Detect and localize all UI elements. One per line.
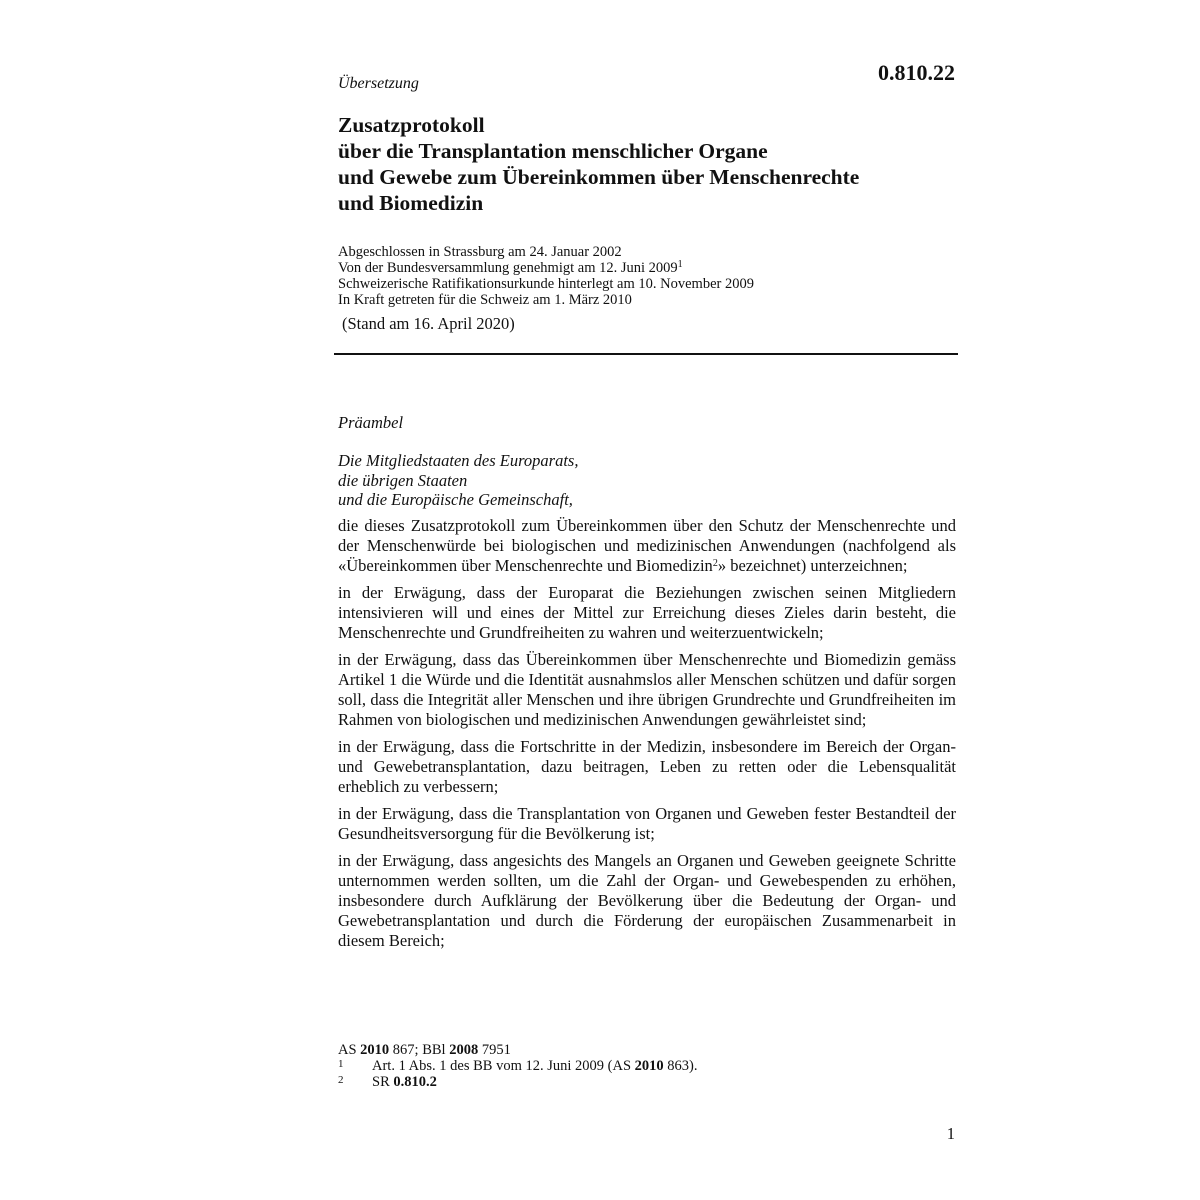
status-date: (Stand am 16. April 2020) xyxy=(342,314,515,333)
paragraph-text: die dieses Zusatzprotokoll zum Übereinkommen über den Schutz der Menschenrechte und der Menschenwürde bei biologischen und medizinischen Anwendungen (nachfolgend als «Übereinkommen über Menschenrechte und Biomedizin xyxy=(338,516,956,575)
preamble-paragraph: in der Erwägung, dass angesichts des Mangels an Organen und Geweben geeignete Schritte unternommen werden sollten, um die Zahl der Organ- und Gewebespenden zu erhöhen, insbesondere durch Aufklärung der Bevölkerung über die Bedeutung der Organ- und Gewebetransplantation und durch die Förderung der europäischen Zusammenarbeit in diesem Bereich; xyxy=(338,851,956,950)
dates-block xyxy=(338,244,958,308)
title-line: und Gewebe zum Übereinkommen über Menschenrechte xyxy=(338,165,860,189)
footnote-number: 2 xyxy=(338,1074,344,1086)
footnote-1: 1 Art. 1 Abs. 1 des BB vom 12. Juni 2009 (AS 2010 863). xyxy=(338,1058,698,1074)
sr-number: 0.810.22 xyxy=(878,60,955,85)
footnote-ref-2[interactable]: 2 xyxy=(712,558,718,569)
preamble-heading: Präambel xyxy=(338,413,404,432)
approval-date-line xyxy=(338,260,958,276)
footnote-ref-1[interactable]: 1 xyxy=(677,259,683,270)
sr-link[interactable]: 0.810.2 xyxy=(393,1074,437,1090)
party-line: und die Europäische Gemeinschaft, xyxy=(338,490,573,509)
approval-date: Von der Bundesversammlung genehmigt am 12. Juni 2009 xyxy=(338,260,678,276)
party-line: die übrigen Staaten xyxy=(338,470,468,490)
preamble-body xyxy=(338,516,956,958)
preamble-paragraph: in der Erwägung, dass die Fortschritte in der Medizin, insbesondere im Bereich der Organ- und Gewebetransplantation, dazu beitragen, Leben zu retten oder die Lebensqualität erheblich zu verbessern; xyxy=(338,737,956,796)
parties-list xyxy=(338,451,958,510)
footnote-number: 1 xyxy=(338,1058,344,1070)
concluded-date: Abgeschlossen in Strassburg am 24. Januar 2002 xyxy=(338,244,622,260)
paragraph-text: » bezeichnet) unterzeichnen; xyxy=(717,556,908,575)
in-force-date: In Kraft getreten für die Schweiz am 1. März 2010 xyxy=(338,292,632,308)
page-number: 1 xyxy=(946,1124,955,1143)
party-line: Die Mitgliedstaaten des Europarats, xyxy=(338,451,579,470)
preamble-paragraph: in der Erwägung, dass der Europarat die Beziehungen zwischen seinen Mitgliedern intensivieren will und eines der Mittel zur Erreichung dieses Zieles darin besteht, die Menschenrechte und Grundfreiheiten zu wahren und weiterzuentwickeln; xyxy=(338,583,956,642)
translation-note: Übersetzung xyxy=(338,75,419,92)
title-line: über die Transplantation menschlicher Organe xyxy=(338,139,768,163)
footnote-2: 2 SR 0.810.2 xyxy=(338,1074,437,1090)
preamble-paragraph: in der Erwägung, dass das Übereinkommen über Menschenrechte und Biomedizin gemäss Artikel 1 die Würde und die Identität ausnahmslos aller Menschen schützen und dafür sorgen soll, dass die Integrität aller Menschen und ihre übrigen Grundrechte und Grundfreiheiten im Rahmen von biologischen und medizinischen Anwendungen gewährleistet sind; xyxy=(338,650,956,729)
source-reference: AS 2010 867; BBl 2008 7951 xyxy=(338,1042,511,1058)
title-line: und Biomedizin xyxy=(338,191,484,215)
ratification-date: Schweizerische Ratifikationsurkunde hinterlegt am 10. November 2009 xyxy=(338,276,754,292)
footnotes xyxy=(338,1042,958,1090)
header-divider xyxy=(334,353,958,355)
preamble-paragraph xyxy=(338,516,956,576)
title-line: Zusatzprotokoll xyxy=(338,113,485,137)
document-title xyxy=(338,112,958,216)
preamble-paragraph: in der Erwägung, dass die Transplantation von Organen und Geweben fester Bestandteil der Gesundheitsversorgung für die Bevölkerung ist; xyxy=(338,804,956,843)
